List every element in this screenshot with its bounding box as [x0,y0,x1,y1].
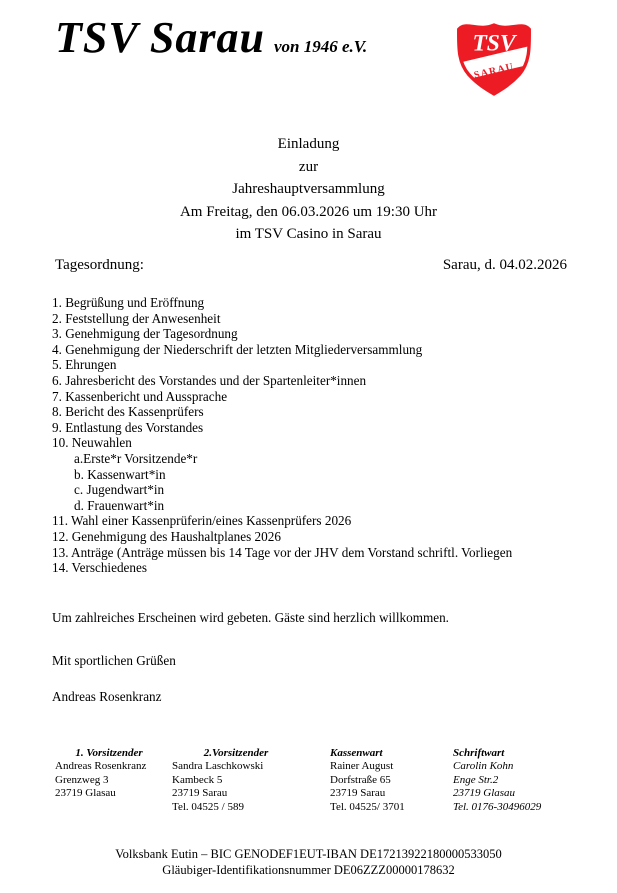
address-line: Kambeck 5 [172,773,223,786]
column-title: Kassenwart [330,747,383,759]
invitation-line: Einladung [277,136,340,152]
address-line: 23719 Sarau [172,787,228,800]
officials-footer [55,747,609,814]
invitation-line: im TSV Casino in Sarau [235,226,382,242]
agenda-item: b. Kassenwart*in [74,466,166,482]
agenda-item: 12. Genehmigung des Haushaltplanes 2026 [52,528,281,544]
agenda-item: 5. Ehrungen [52,357,117,373]
address-line: Tel. 0176-30496029 [453,800,542,813]
date-line: Sarau, d. 04.02.2026 [442,257,567,273]
column-title: 1. Vorsitzender [75,747,143,759]
column-title: Schriftwart [453,747,505,759]
column-first-chairman [55,747,172,814]
club-founding-suffix: von 1946 e.V. [273,37,368,56]
agenda-item: 4. Genehmigung der Niederschrift der letzten Mitgliederversammlung [52,341,423,357]
club-crest-logo [452,13,536,101]
address-line: Grenzweg 3 [55,773,109,786]
agenda-item: 1. Begrüßung und Eröffnung [52,295,205,310]
crest-monogram-text: TSV [472,30,516,57]
invitation-line: Jahreshauptversammlung [232,181,385,197]
invitation-line: Am Freitag, den 06.03.2026 um 19:30 Uhr [179,203,438,220]
bank-details [0,846,617,878]
address-line: Tel. 04525/ 3701 [330,800,405,813]
invitation-heading [0,133,617,246]
address-line: Dorfstraße 65 [330,773,391,786]
agenda-item: 11. Wahl einer Kassenprüferin/eines Kassenprüfers 2026 [52,513,352,529]
agenda-title: Tagesordnung: [55,257,144,273]
agenda-item: 6. Jahresbericht des Vorstandes und der Spartenleiter*innen [52,372,367,388]
agenda-item: 13. Anträge (Anträge müssen bis 14 Tage vor der JHV dem Vorstand schriftl. Vorliegen [52,544,513,560]
address-line: Andreas Rosenkranz [55,760,147,773]
address-line: 23719 Sarau [330,787,386,800]
attendance-note: Um zahlreiches Erscheinen wird gebeten. Gäste sind herzlich willkommen. [52,610,449,625]
address-line: Carolin Kohn [453,760,514,773]
column-second-chairman [172,747,330,814]
address-line: 23719 Glasau [55,787,116,800]
address-line: Tel. 04525 / 589 [172,800,244,813]
column-address [330,760,453,814]
address-line: Sandra Laschkowski [172,760,264,773]
column-address [453,760,609,814]
address-line: Rainer August [330,760,394,773]
club-name: TSV Sarau [55,13,265,62]
agenda-item: 14. Verschiedenes [52,560,147,576]
agenda-header-row [55,257,567,274]
address-line: 23719 Glasau [453,787,516,800]
agenda-item: 3. Genehmigung der Tagesordnung [52,326,238,342]
shield-crest-icon [452,13,536,101]
column-secretary [453,747,609,814]
bank-line-iban: Volksbank Eutin – BIC GENODEF1EUT-IBAN DE17213922180000533050 [115,847,502,861]
column-title: 2.Vorsitzender [203,747,269,759]
column-address [172,760,330,814]
agenda-item: 2. Feststellung der Anwesenheit [52,310,221,326]
agenda-item: 8. Bericht des Kassenprüfers [52,404,204,420]
address-line: Enge Str.2 [453,773,499,786]
column-address [55,760,172,800]
agenda-item: d. Frauenwart*in [74,497,165,513]
closing-regards: Mit sportlichen Grüßen [52,653,176,668]
signature-name: Andreas Rosenkranz [52,689,162,704]
agenda-list [52,295,587,576]
crest-location-text: SARAU [472,61,516,82]
agenda-item: a.Erste*r Vorsitzende*r [74,450,198,466]
column-treasurer [330,747,453,814]
agenda-item: 9. Entlastung des Vorstandes [52,419,204,435]
agenda-item: 10. Neuwahlen [52,435,132,451]
agenda-item: 7. Kassenbericht und Aussprache [52,388,228,404]
agenda-item: c. Jugendwart*in [74,482,165,498]
invitation-line: zur [298,158,319,175]
bank-line-creditor-id: Gläubiger-Identifikationsnummer DE06ZZZ00000178632 [162,863,455,877]
